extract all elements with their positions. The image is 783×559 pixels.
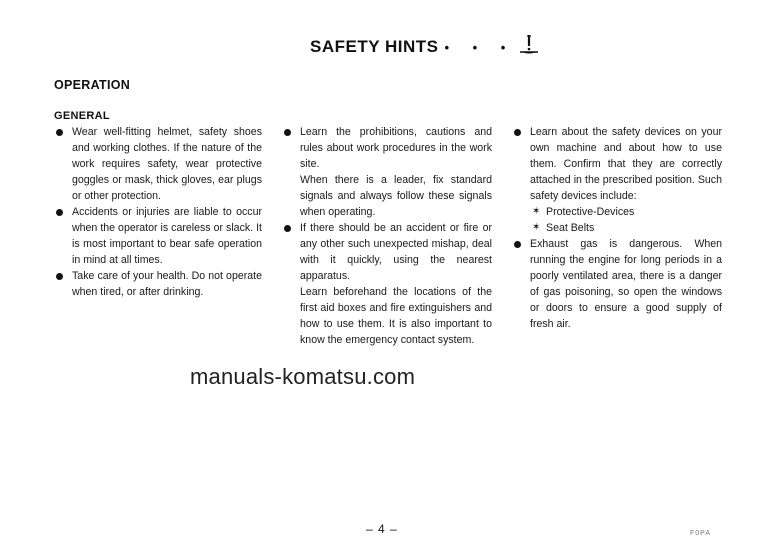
- page-header: [310, 36, 541, 58]
- sub-list-item: [530, 220, 722, 236]
- sub-list-item: [530, 204, 722, 220]
- star-icon: ✶: [532, 222, 541, 233]
- item-text: Learn the prohibitions, cautions and rules about work procedures in the work site.: [300, 126, 492, 170]
- watermark-text: manuals-komatsu.com: [190, 364, 416, 389]
- section-heading: OPERATION: [54, 78, 131, 92]
- list-item: [514, 124, 722, 236]
- column-3: [514, 124, 722, 332]
- sub-heading: GENERAL: [54, 110, 110, 122]
- bullet-icon: [284, 129, 291, 136]
- item-extra-text: When there is a leader, fix standard signals and always follow these signals when operating.: [300, 174, 492, 218]
- star-icon: ✶: [532, 206, 541, 217]
- safety-device-list: [530, 204, 722, 236]
- bullet-icon: [514, 129, 521, 136]
- sub-item-text: Protective-Devices: [546, 206, 635, 218]
- item-text: Exhaust gas is dangerous. When running the engine for long periods in a poorly ventilated area, there is a danger of gas poisoning, so open the windows or doors to ensure a good supply of fresh air.: [530, 238, 722, 330]
- bullet-icon: [284, 225, 291, 232]
- item-text: Accidents or injuries are liable to occur when the operator is careless or slack. It is most important to bear safe operation in mind at all times.: [72, 206, 262, 266]
- list-item: [514, 236, 722, 332]
- list-item: [56, 124, 262, 204]
- item-text: Learn about the safety devices on your own machine and about how to use them. Confirm that they are correctly attached in the prescribed position. Such safety devices include:: [530, 126, 722, 202]
- column-1: [56, 124, 262, 300]
- corner-code: F0PA: [690, 530, 711, 537]
- list-item: [284, 220, 492, 348]
- bullet-icon: [56, 129, 63, 136]
- bullet-icon: [514, 241, 521, 248]
- sub-item-text: Seat Belts: [546, 222, 595, 234]
- list-item: [284, 124, 492, 220]
- safety-alert-icon: [517, 33, 541, 55]
- header-title: SAFETY HINTS: [310, 37, 439, 56]
- item-extra-text: Learn beforehand the locations of the first aid boxes and fire extinguishers and how to use them. It is also important to know the emergency contact system.: [300, 286, 492, 346]
- header-dots: • • •: [444, 39, 516, 55]
- item-text: Take care of your health. Do not operate when tired, or after drinking.: [72, 270, 262, 298]
- bullet-icon: [56, 209, 63, 216]
- bullet-icon: [56, 273, 63, 280]
- column-2: [284, 124, 492, 348]
- item-text: If there should be an accident or fire or any other such unexpected mishap, deal with it quickly, using the nearest apparatus.: [300, 222, 492, 282]
- item-text: Wear well-fitting helmet, safety shoes and working clothes. If the nature of the work requires safety, wear protective goggles or mask, thick gloves, ear plugs or other protection.: [72, 126, 262, 202]
- list-item: [56, 204, 262, 268]
- page-number: – 4 –: [366, 522, 398, 536]
- list-item: [56, 268, 262, 300]
